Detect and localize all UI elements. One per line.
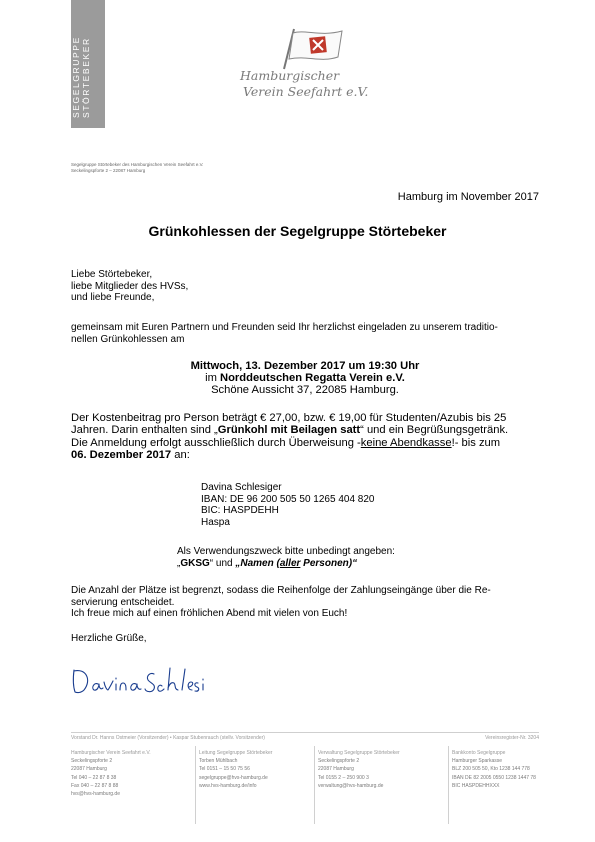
footer-divider (71, 732, 539, 733)
footer-col4-line: BLZ 200 505 50, Kto 1238 144 778 (452, 766, 530, 773)
closing-line-3: Ich freue mich auf einen fröhlichen Abend mit vielen von Euch! (71, 608, 348, 619)
closing-line-2: servierung entscheidet. (71, 596, 175, 608)
purpose-names-3: Personen) (300, 557, 353, 569)
intro-line-2: nellen Grünkohlessen am (71, 333, 185, 345)
cost-line-4 (71, 449, 539, 461)
bank-bic: BIC: HASPDEHH (201, 505, 279, 516)
purpose-names-1: Namen ( (240, 557, 280, 569)
cost-highlight: Grünkohl mit Beilagen satt (217, 424, 361, 437)
intro-paragraph (71, 322, 539, 345)
sidebar-line-1: SEGELGRUPPE (71, 36, 81, 118)
bank-details (201, 482, 374, 528)
footer-col1-line: Seckelingspforte 2 (71, 758, 113, 765)
purpose-code: GKSG (180, 557, 210, 569)
closing-paragraph (71, 585, 539, 620)
footer-col4-line: BIC HASPDEHHXXX (452, 782, 500, 789)
footer-separator (448, 746, 449, 824)
intro-line-1: gemeinsam mit Euren Partnern und Freunden seid Ihr herzlichst eingeladen zu unserem traditio- (71, 322, 498, 333)
footer-col3-line: Seckelingspforte 2 (318, 758, 360, 765)
logo-wordmark (240, 68, 390, 100)
greeting-line-2: liebe Mitglieder des HVSs, (71, 280, 189, 292)
footer-col2-line: Tel 0151 – 15 50 75 56 (199, 766, 250, 773)
regards: Herzliche Grüße, (71, 633, 147, 644)
no-box-office: keine Abendkasse (360, 436, 452, 449)
bank-iban: IBAN: DE 96 200 505 50 1265 404 820 (201, 493, 375, 505)
purpose-names-2: aller (279, 557, 301, 569)
closing-line-1: Die Anzahl der Plätze ist begrenzt, sodass die Reihenfolge der Zahlungseingänge über die Re- (71, 585, 491, 596)
footer-col3-line: Tel 0155 2 – 250 900 3 (318, 774, 369, 781)
footer-col1-line: Fax 040 – 22 87 8 88 (71, 782, 119, 789)
greeting-line-3: und liebe Freunde, (71, 292, 155, 303)
cost-line-4-b: an: (171, 448, 190, 461)
purpose-q4: “ (352, 557, 358, 569)
purpose-q1: „ (177, 557, 181, 569)
letter-title: Grünkohlessen der Segelgruppe Störtebeker (148, 223, 447, 239)
footer-col3-heading: Verwaltung Segelgruppe Störtebeker (318, 750, 400, 756)
footer-col4-line: Hamburger Sparkasse (452, 758, 503, 765)
cost-line-2 (71, 424, 539, 436)
footer-col4-heading: Bankkonto Segelgruppe (452, 750, 506, 756)
event-date: Mittwoch, 13. Dezember 2017 um 19:30 Uhr (190, 360, 420, 372)
purpose-line-1: Als Verwendungszweck bitte unbedingt angeben: (177, 546, 395, 557)
sender-address (71, 162, 203, 174)
footer-col2-line: segelgruppe@hvs-hamburg.de (199, 774, 268, 781)
cost-line-3-c: !- bis zum (451, 436, 501, 449)
footer-col-administration (318, 749, 400, 790)
greeting-line-1: Liebe Störtebeker, (71, 269, 153, 280)
footer-separator (314, 746, 315, 824)
purpose-line-2 (177, 558, 395, 570)
event-venue-line (71, 372, 539, 384)
footer-col3-line: 22087 Hamburg (318, 766, 354, 773)
sender-line-2: Seckelingspforte 2 – 22087 Hamburg (71, 168, 146, 173)
purpose-q2: “ und (209, 557, 236, 569)
sender-line-1: Segelgruppe Störtebeker des Hamburgischen Verein Seefahrt e.V. (71, 162, 204, 167)
payment-reference (177, 546, 395, 569)
event-details (71, 360, 539, 397)
footer-separator (195, 746, 196, 824)
footer-col-association (71, 749, 151, 798)
event-venue: Norddeutschen Regatta Verein e.V. (220, 372, 405, 385)
cost-line-1: Der Kostenbeitrag pro Person beträgt € 27,00, bzw. € 19,00 für Studenten/Azubis bis 25 (71, 412, 507, 424)
letter-date: Hamburg im November 2017 (397, 191, 539, 203)
logo-line-2: Verein Seefahrt e.V. (243, 84, 369, 99)
purpose-q3: „ (235, 557, 241, 569)
bank-name: Davina Schlesiger (201, 482, 282, 493)
sidebar-line-2: STÖRTEBEKER (81, 37, 91, 118)
cost-line-2-a: Jahren. Darin enthalten sind „ (71, 424, 218, 437)
footer-register: Vereinsregister-Nr. 3204 (485, 735, 539, 741)
footer-col1-line: hvs@hvs-hamburg.de (71, 791, 120, 798)
footer-col2-heading: Leitung Segelgruppe Störtebeker (199, 750, 273, 756)
footer-col1-heading: Hamburgischer Verein Seefahrt e.V. (71, 750, 151, 756)
footer-col1-line: 22087 Hamburg (71, 766, 107, 773)
flag-logo-icon (280, 27, 350, 71)
sidebar-label (71, 8, 91, 118)
cost-line-3 (71, 437, 539, 449)
event-address: Schöne Aussicht 37, 22085 Hamburg. (211, 384, 399, 397)
signature-image (70, 662, 210, 700)
footer-col2-line: Torben Mühlbach (199, 758, 238, 765)
cost-line-3-a: Die Anmeldung erfolgt ausschließlich durch Überweisung - (71, 436, 361, 449)
bank-institute: Haspa (201, 516, 230, 528)
footer-col-bank (452, 749, 536, 790)
footer-col2-line: www.hvs-hamburg.de/info (199, 782, 257, 789)
footer-col3-line: verwaltung@hvs-hamburg.de (318, 782, 384, 789)
cost-paragraph (71, 412, 539, 461)
greeting (71, 269, 539, 304)
footer-col-leadership (199, 749, 272, 790)
footer-col1-line: Tel 040 – 22 87 8 38 (71, 774, 117, 781)
event-im: im (205, 372, 217, 385)
logo-line-1: Hamburgischer (240, 68, 340, 83)
deadline-date: 06. Dezember 2017 (71, 448, 172, 461)
footer-col4-line: IBAN DE 82 2005 0550 1238 1447 78 (452, 774, 536, 781)
cost-line-2-c: “ und ein Begrüßungsgetränk. (360, 424, 509, 437)
footer-board: Vorstand Dr. Hanns Ostmeier (Vorsitzender) • Kaspar Stubenrauch (stellv. Vorsitzender) (71, 735, 265, 741)
